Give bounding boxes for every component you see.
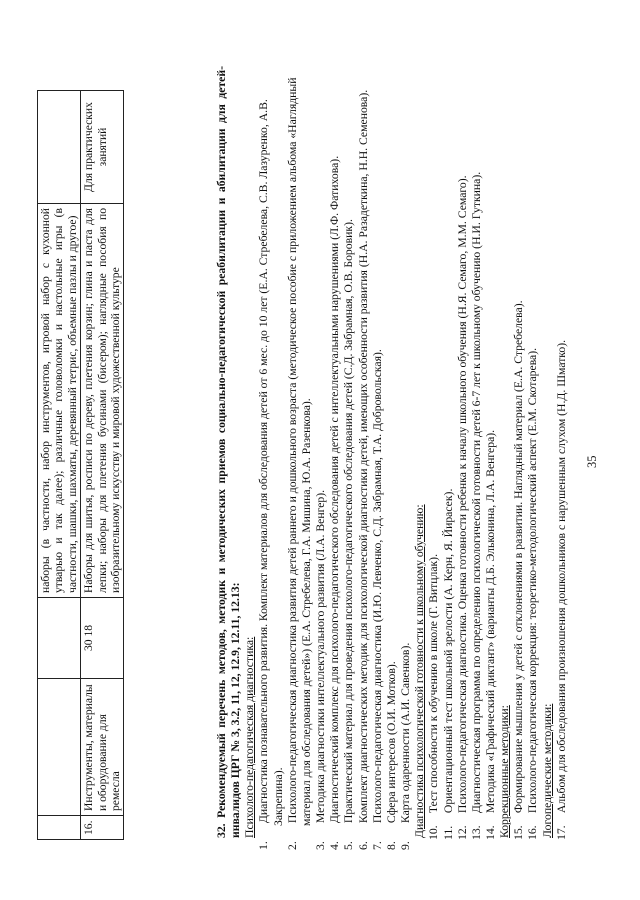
table-cell-purpose bbox=[38, 91, 81, 204]
list-item-text: Карта одаренности (А.И. Савенков). bbox=[399, 642, 413, 824]
table-cell-quantity bbox=[38, 598, 81, 679]
list-item-text: Альбом для обследования произношения дошкольников с нарушенным слухом (Н.Д. Шматко). bbox=[554, 339, 568, 814]
list-item bbox=[442, 66, 456, 838]
list-item bbox=[526, 66, 540, 838]
list-item bbox=[399, 66, 413, 850]
list-item-number: 4. bbox=[328, 841, 342, 850]
table-cell-description: наборы (в частности, набор инструментов, игровой набор с кухонной утварью и так далее); различные головоломки и настольные игры (в частности, шашки, шахматы, деревянный тетрис, объемные пазлы и другое) bbox=[38, 204, 81, 598]
list-item-text: Методика «Графический диктант» (варианты Д.Б. Эльконина, Л.А. Венгера). bbox=[483, 429, 497, 814]
list-item bbox=[314, 66, 328, 850]
group-title: Диагностика психологической готовности к школьному обучению: bbox=[413, 504, 427, 838]
list-item-number: 15. bbox=[512, 825, 526, 840]
list-item-number: 14. bbox=[483, 825, 497, 840]
list-item-number: 12. bbox=[455, 825, 469, 840]
table-cell-purpose: Для практических занятий bbox=[81, 91, 124, 204]
list-item-text: Практический материал для проведения психолого-педагогического обследования детей (С.Д. Забрамная, О.В. Боровик). bbox=[342, 219, 356, 824]
list-item-number: 17. bbox=[554, 825, 568, 840]
list-item-text: Диагностическая программа по определению психологической готовности детей 6-7 лет к школьному обучению (Н.И. Гуткина). bbox=[469, 171, 483, 814]
list-item bbox=[328, 66, 342, 850]
list-item bbox=[512, 66, 526, 838]
list-item-text: Сфера интересов (О.И. Мотков). bbox=[384, 661, 398, 824]
group-title: Коррекционные методики: bbox=[498, 705, 512, 838]
list-item-text: Тест способности к обучению в школе (Г. Витцлак). bbox=[427, 554, 441, 814]
list-item-text: Психолого-педагогическая диагностика развития детей раннего и дошкольного возраста (методическое пособие с приложением альбома «Наглядный материал для обследования детей») (Е.А. Стребелева, Г.А. Мишина, Ю.А. Разенкова). bbox=[285, 77, 313, 826]
list-item-text: Диагностика познавательного развития. Комплект материалов для обследования детей от 6 мес. до 10 лет (Е.А. Стребелева, С.В. Лазуренко, А.В. Закрепина). bbox=[257, 99, 285, 826]
list-item-number: 1. bbox=[257, 841, 271, 850]
table-cell-description: Наборы для шитья, росписи по дереву, плетения корзин; глина и паста для лепки; наборы для плетения бусинами (бисером); наглядные пособия по изобразительному искусству и мировой художественной культуре bbox=[81, 204, 124, 598]
equipment-table bbox=[37, 90, 124, 840]
list-item bbox=[484, 66, 498, 838]
list-item bbox=[470, 66, 484, 838]
table-cell-number bbox=[38, 816, 81, 840]
list-item-number: 5. bbox=[342, 841, 356, 850]
list-item-text: Формирование мышления у детей с отклонениями в развитии. Наглядный материал (Е.А. Стребелева). bbox=[512, 300, 526, 814]
list-item bbox=[456, 66, 470, 838]
list-item-text: Ориентационный тест школьной зрелости (А. Керн, Я. Йирасек). bbox=[441, 488, 455, 814]
table-cell-number: 16. bbox=[81, 816, 124, 840]
list-item bbox=[427, 66, 441, 838]
list-item-number: 6. bbox=[356, 841, 370, 850]
list-item-number: 16. bbox=[526, 825, 540, 840]
group-title: Логопедические методики: bbox=[540, 703, 554, 838]
method-groups bbox=[243, 66, 569, 850]
table-row-16 bbox=[81, 91, 124, 840]
list-item-number: 13. bbox=[469, 825, 483, 840]
list-item bbox=[356, 66, 371, 850]
list-item bbox=[342, 66, 356, 850]
list-item-text: Психолого-педагогическая коррекция: теоретико-методологический аспект (Е.М. Скотарева). bbox=[526, 347, 540, 814]
table-cell-name bbox=[38, 679, 81, 816]
list-item-number: 7. bbox=[370, 841, 384, 850]
page-number: 35 bbox=[585, 455, 599, 468]
table-row-continuation bbox=[38, 91, 81, 840]
list-item bbox=[285, 66, 314, 850]
list-item-text: Психолого-педагогическая диагностика. Оценка готовности ребенка к началу школьного обучения (Н.Я. Семаго, М.М. Семаго). bbox=[455, 175, 469, 814]
list-item bbox=[384, 66, 399, 850]
list-item-number: 8. bbox=[384, 841, 398, 850]
list-item-number: 2. bbox=[285, 841, 299, 850]
list-item bbox=[257, 66, 285, 850]
list-item-text: Методика диагностики интеллектуального развития (Л.А. Венгер). bbox=[314, 489, 328, 824]
list-item-number: 9. bbox=[399, 841, 413, 850]
list-item-text: Психолого-педагогическая диагностика (И.Ю. Левченко, С.Д. Забрамная, Т.А. Добровольская). bbox=[370, 349, 384, 824]
list-item-text: Диагностический комплекс для психолого-педагогического обследования детей с интеллектуальными нарушениями (Л.Ф. Фатихова). bbox=[328, 155, 342, 824]
list-item-number: 10. bbox=[427, 825, 441, 840]
list-item bbox=[555, 66, 569, 838]
list-item-text: Комплект диагностических методик для психологической диагностики детей, имеющих особенности развития (Н.А. Разадеткина, Н.Н. Семенова). bbox=[356, 89, 370, 824]
section-heading: 32. Рекомендуемый перечень методов, методик и методических приемов социально-педагогической реабилитации и абилитации для детей-инвалидов ЦРГ № 3, 3.2, 11, 12, 12.9, 12.11, 12.13: bbox=[215, 66, 243, 838]
table-cell-name: Инструменты, материалы и оборудование для ремесла bbox=[81, 679, 124, 816]
list-item-number: 11. bbox=[441, 825, 455, 840]
group-title: Психолого-педагогическая диагностика: bbox=[243, 636, 257, 838]
table-cell-quantity: 30 18 bbox=[81, 598, 124, 679]
section-32 bbox=[215, 66, 569, 850]
list-item bbox=[370, 66, 385, 850]
list-item-number: 3. bbox=[314, 841, 328, 850]
